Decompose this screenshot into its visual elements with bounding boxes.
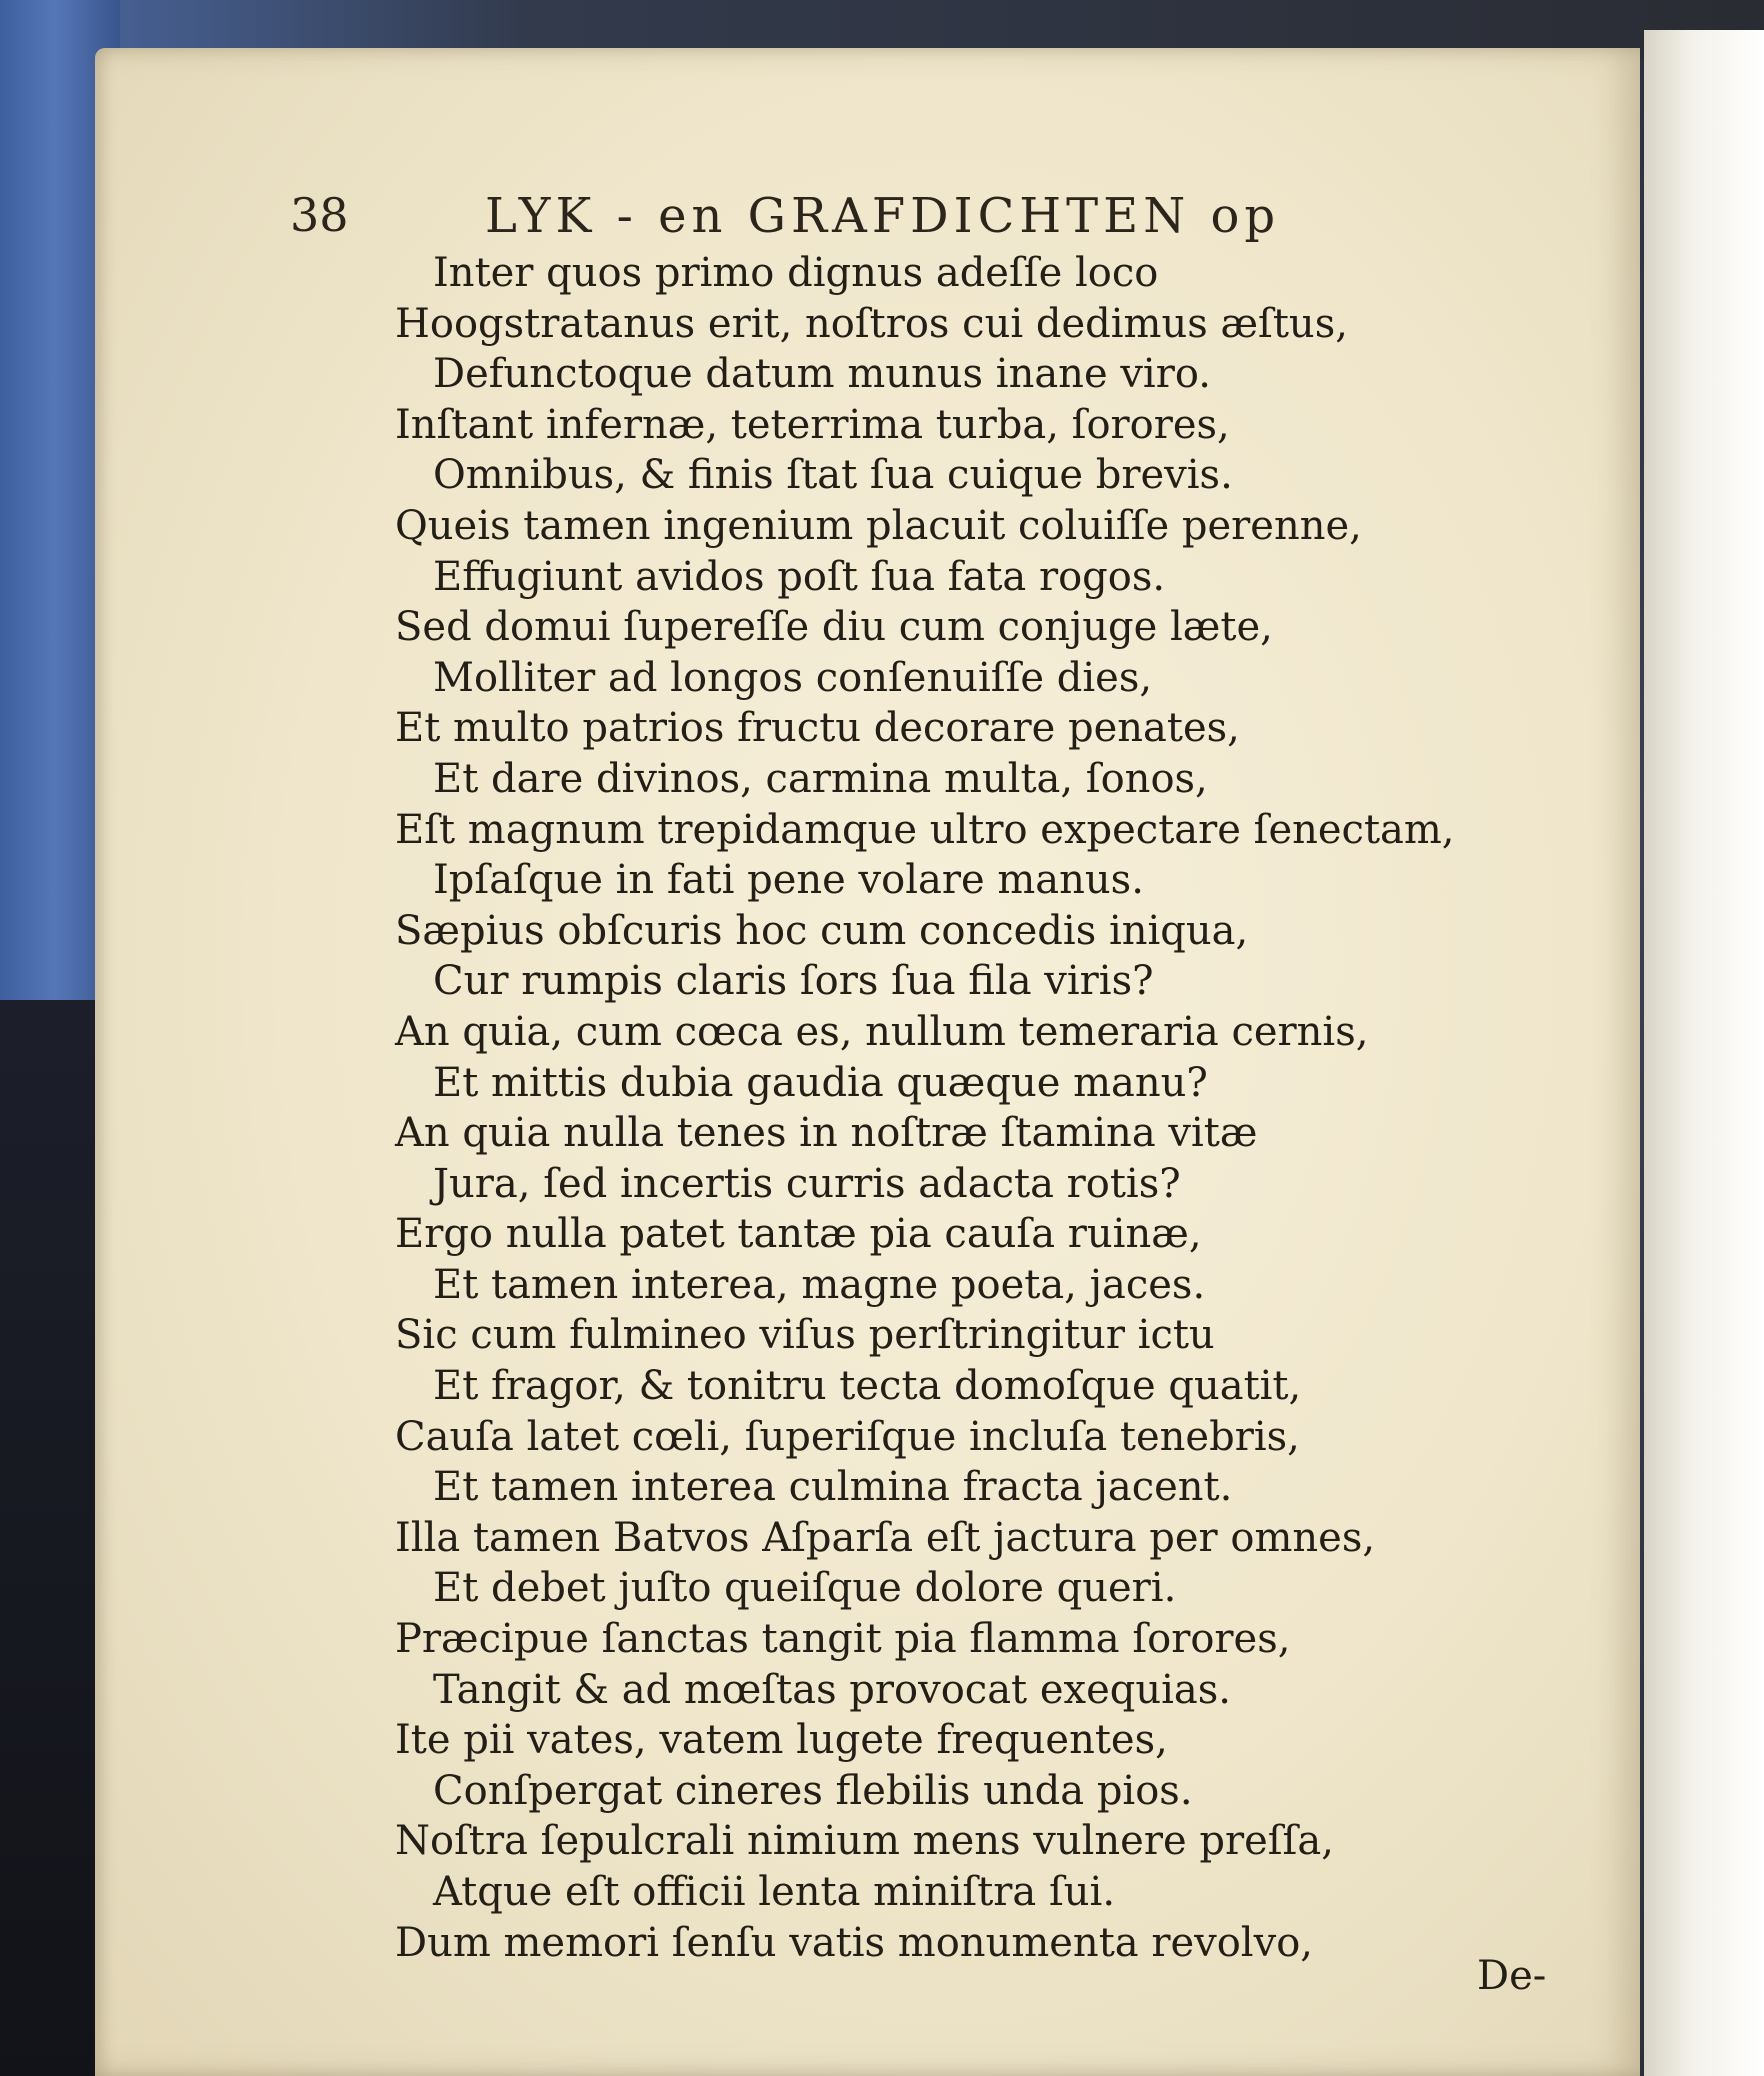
poem-line: Illa tamen Batvos Aſparſa eſt jactura per omnes, xyxy=(395,1514,1376,1561)
poem-line: Effugiunt avidos poſt ſua fata rogos. xyxy=(433,553,1166,600)
background-cloth-left-dark xyxy=(0,1000,110,2076)
poem-line: Ite pii vates, vatem lugete frequentes, xyxy=(395,1717,1168,1764)
poem-line: Defunctoque datum munus inane viro. xyxy=(433,351,1211,398)
poem-text xyxy=(395,248,1575,1968)
poem-line: Ipſaſque in fati pene volare manus. xyxy=(433,857,1144,904)
poem-line: Et tamen interea culmina fracta jacent. xyxy=(433,1464,1233,1511)
poem-line: Conſpergat cineres flebilis unda pios. xyxy=(433,1767,1193,1814)
poem-line: Et mittis dubia gaudia quæque manu? xyxy=(433,1059,1208,1106)
poem-line: Molliter ad longos conſenuiſſe dies, xyxy=(433,654,1153,701)
poem-line: Et debet juſto queiſque dolore queri. xyxy=(433,1565,1177,1612)
poem-line: Dum memori ſenſu vatis monumenta revolvo, xyxy=(395,1919,1313,1966)
poem-line: Cauſa latet cœli, ſuperiſque incluſa tenebris, xyxy=(395,1413,1300,1460)
poem-line: Inter quos primo dignus adeſſe loco xyxy=(433,250,1159,296)
poem-line: Ergo nulla patet tantæ pia cauſa ruinæ, xyxy=(395,1211,1202,1258)
poem-line: Et tamen interea, magne poeta, jaces. xyxy=(433,1261,1206,1308)
poem-line: Jura, ſed incertis curris adacta rotis? xyxy=(433,1160,1181,1207)
poem-line: Noſtra ſepulcrali nimium mens vulnere preſſa, xyxy=(395,1818,1334,1865)
poem-line: Præcipue ſanctas tangit pia flamma ſorores, xyxy=(395,1616,1291,1663)
poem-line: Hoogstratanus erit, noſtros cui dedimus æſtus, xyxy=(395,300,1348,347)
poem-line: Et dare divinos, carmina multa, ſonos, xyxy=(433,755,1208,802)
poem-line: Tangit & ad mœſtas provocat exequias. xyxy=(433,1666,1231,1713)
poem-line: Eſt magnum trepidamque ultro expectare ſenectam, xyxy=(395,806,1455,853)
poem-line: Sed domui ſupereſſe diu cum conjuge læte, xyxy=(395,604,1273,651)
poem-line: An quia nulla tenes in noſtræ ſtamina vitæ xyxy=(395,1110,1258,1157)
poem-line: Atque eſt officii lenta miniſtra ſui. xyxy=(433,1869,1116,1915)
poem-line: An quia, cum cœca es, nullum temeraria cernis, xyxy=(395,1008,1369,1055)
poem-line: Cur rumpis claris ſors ſua fila viris? xyxy=(433,958,1154,1005)
running-title: LYK - en GRAFDICHTEN op xyxy=(485,188,1281,244)
poem-line: Et multo patrios fructu decorare penates, xyxy=(395,705,1240,752)
catchword: De- xyxy=(1477,1953,1547,1999)
poem-line: Sæpius obſcuris hoc cum concedis iniqua, xyxy=(395,907,1249,954)
facing-page-edge xyxy=(1644,30,1764,2076)
page-number: 38 xyxy=(290,188,349,242)
book-page xyxy=(95,48,1640,2076)
poem-line: Queis tamen ingenium placuit coluiſſe perenne, xyxy=(395,502,1362,549)
poem-line: Inſtant infernæ, teterrima turba, ſorores, xyxy=(395,401,1230,448)
poem-line: Sic cum fulmineo viſus perſtringitur ictu xyxy=(395,1312,1215,1359)
poem-line: Et fragor, & tonitru tecta domoſque quatit, xyxy=(433,1363,1302,1410)
poem-line: Omnibus, & finis ſtat ſua cuique brevis. xyxy=(433,452,1233,499)
